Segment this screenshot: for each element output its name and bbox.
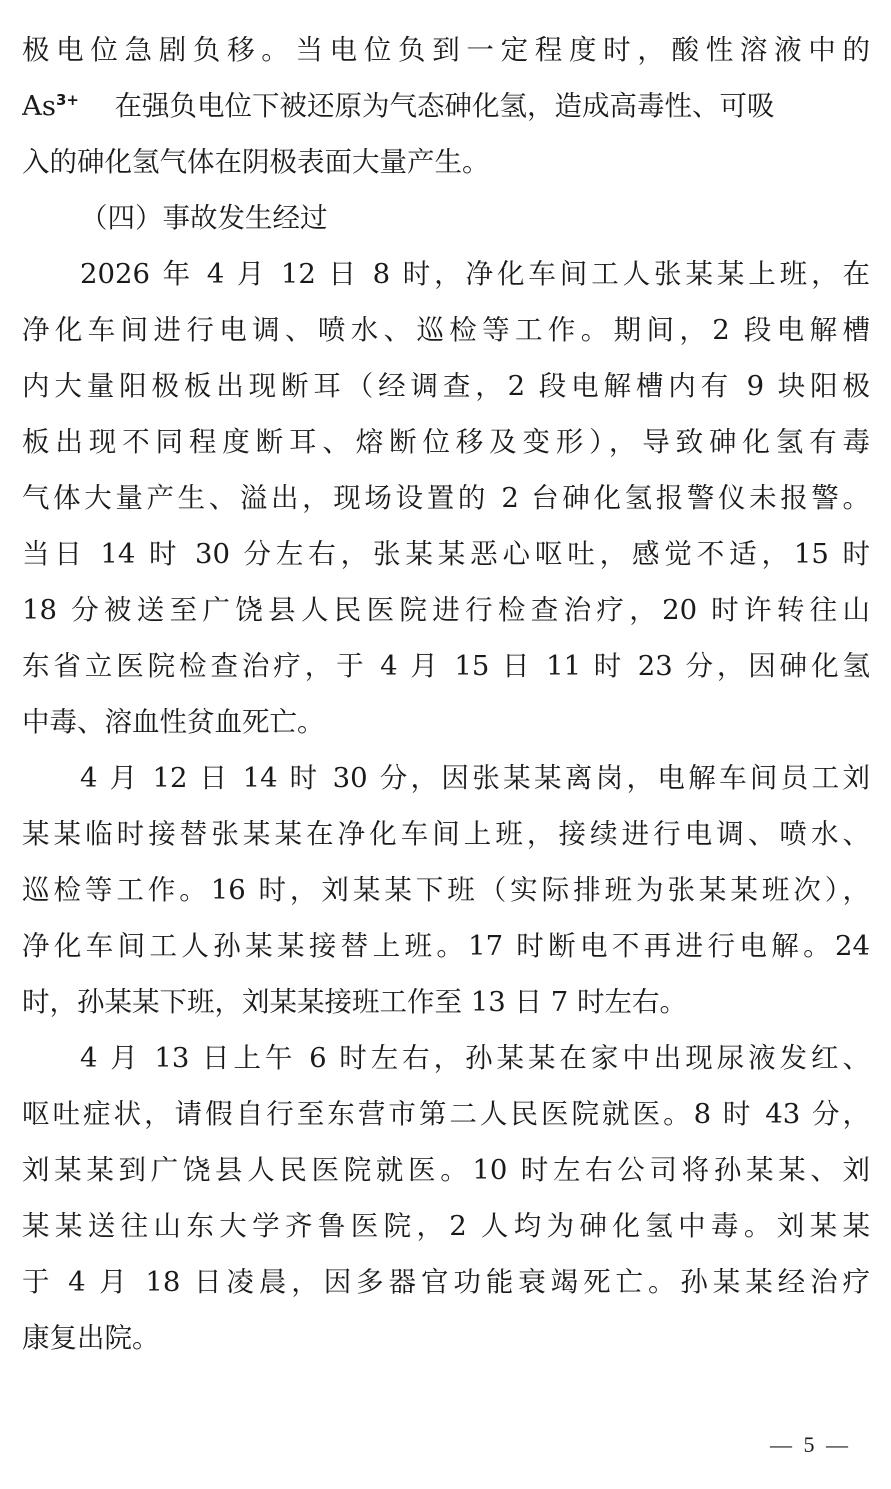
paragraph-line: 于 4 月 18 日凌晨，因多器官功能衰竭死亡。孙某某经治疗 [22,1266,870,1298]
paragraph-line: 当日 14 时 30 分左右，张某某恶心呕吐，感觉不适，15 时 [22,538,870,570]
paragraph-line: 2026 年 4 月 12 日 8 时，净化车间工人张某某上班，在 [80,258,870,290]
paragraph-line: 18 分被送至广饶县人民医院进行检查治疗，20 时许转往山 [22,594,870,626]
paragraph-line: 净化车间工人孙某某接替上班。17 时断电不再进行电解。24 [22,930,870,962]
paragraph-line: 某某临时接替张某某在净化车间上班，接续进行电调、喷水、 [22,818,870,850]
paragraph-line: 入的砷化氢气体在阴极表面大量产生。 [22,146,490,178]
paragraph-line: 中毒、溶血性贫血死亡。 [22,706,325,738]
paragraph-line: 康复出院。 [22,1322,160,1354]
paragraph-line: 极电位急剧负移。当电位负到一定程度时，酸性溶液中的 [22,34,870,66]
paragraph-line: 时，孙某某下班，刘某某接班工作至 13 日 7 时左右。 [22,986,687,1018]
paragraph-line: 东省立医院检查治疗，于 4 月 15 日 11 时 23 分，因砷化氢 [22,650,870,682]
paragraph-line: 巡检等工作。16 时，刘某某下班（实际排班为张某某班次）， [22,874,870,906]
paragraph-line: 4 月 13 日上午 6 时左右，孙某某在家中出现尿液发红、 [80,1042,870,1074]
paragraph-line: 净化车间进行电调、喷水、巡检等工作。期间，2 段电解槽 [22,314,870,346]
paragraph-line: 某某送往山东大学齐鲁医院，2 人均为砷化氢中毒。刘某某 [22,1210,870,1242]
arsenic-charge: 3+ [55,91,79,109]
paragraph-line-text: 在强负电位下被还原为气态砷化氢，造成高毒性、可吸 [114,90,775,122]
arsenic-ion: As [22,90,56,122]
section-heading: （四）事故发生经过 [80,202,328,234]
page-number: — 5 — [770,1432,851,1457]
paragraph-line: 刘某某到广饶县人民医院就医。10 时左右公司将孙某某、刘 [22,1154,870,1186]
paragraph-line: 内大量阳极板出现断耳（经调查，2 段电解槽内有 9 块阳极 [22,370,870,402]
paragraph-line: 呕吐症状，请假自行至东营市第二人民医院就医。8 时 43 分， [22,1098,870,1130]
paragraph-line: 4 月 12 日 14 时 30 分，因张某某离岗，电解车间员工刘 [80,762,870,794]
paragraph-line: 气体大量产生、溢出，现场设置的 2 台砷化氢报警仪未报警。 [22,482,870,514]
paragraph-line: 板出现不同程度断耳、熔断位移及变形），导致砷化氢有毒 [22,426,870,458]
paragraph-line [22,78,870,134]
